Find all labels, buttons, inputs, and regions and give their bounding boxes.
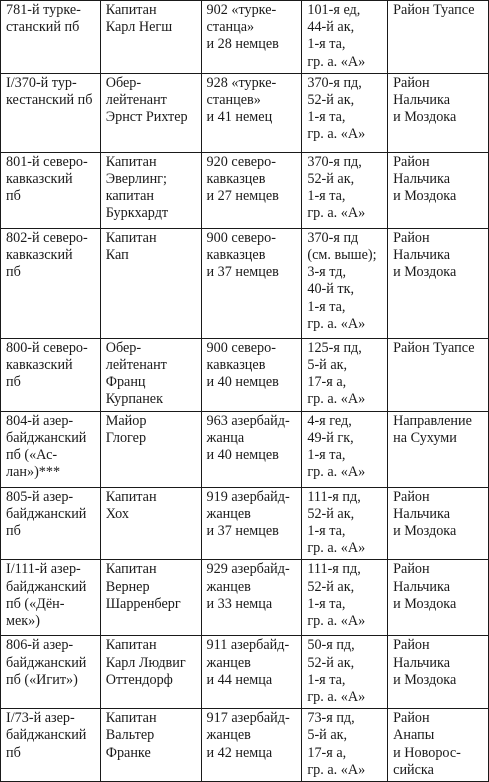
cell-line: на Сухуми <box>393 429 457 446</box>
cell-line: Район <box>393 561 430 578</box>
cell-line: 928 «турке- <box>206 74 277 91</box>
cell-line: 17-я а, <box>307 374 347 391</box>
cell-line: 900 северо- <box>206 229 276 246</box>
table-row <box>1 487 489 560</box>
cell-line: пб («Дён- <box>6 595 65 612</box>
cell-unit <box>1 73 101 152</box>
cell-commander <box>100 1 201 74</box>
cell-line: и 27 немцев <box>206 188 279 205</box>
cell-line: и Моздока <box>393 188 457 205</box>
cell-line: и 28 немцев <box>206 36 279 53</box>
cell-line: и 37 немцев <box>206 264 279 281</box>
cell-line: 1-я та, <box>307 447 346 464</box>
cell-line: и 40 немцев <box>206 447 279 464</box>
cell-subordination <box>302 73 388 152</box>
cell-line: и Моздока <box>393 671 457 688</box>
cell-line: кавказцев <box>206 357 266 374</box>
cell-line: Шарренберг <box>105 595 181 612</box>
cell-line: 370-я пд, <box>307 153 362 170</box>
cell-unit <box>1 709 101 782</box>
cell-unit <box>1 1 101 74</box>
cell-location <box>388 636 489 709</box>
cell-line: гр. а. «А» <box>307 126 366 143</box>
cell-line: 17-я а, <box>307 744 347 761</box>
cell-line: 804-й азер- <box>6 412 74 429</box>
cell-line: Глогер <box>105 429 147 446</box>
cell-line: Капитан <box>105 2 157 18</box>
cell-line: 911 азербайд- <box>206 637 290 654</box>
table-body <box>1 1 489 782</box>
cell-location <box>388 1 489 74</box>
cell-subordination <box>302 636 388 709</box>
cell-line: и Новорос- <box>393 744 461 761</box>
cell-line: Район Туапсе <box>393 339 475 356</box>
cell-line: 40-й тк, <box>307 281 355 298</box>
table-row <box>1 636 489 709</box>
cell-unit <box>1 338 101 411</box>
cell-line: 52-й ак, <box>307 654 355 671</box>
cell-line: байджанский <box>6 727 87 744</box>
cell-line: капитан <box>105 188 154 205</box>
cell-line: Район <box>393 488 430 505</box>
cell-line: лейтенант <box>105 92 167 109</box>
cell-line: Район <box>393 153 430 170</box>
cell-line: Курпанек <box>105 391 163 408</box>
cell-line: Хох <box>105 505 129 522</box>
cell-line: кавказский <box>6 247 73 264</box>
cell-line: и Моздока <box>393 595 457 612</box>
cell-line: Район <box>393 637 430 654</box>
cell-line: Анапы <box>393 727 435 744</box>
cell-line: Франке <box>105 744 151 761</box>
cell-subordination <box>302 338 388 411</box>
cell-line: гр. а. «А» <box>307 761 366 778</box>
cell-line: Район <box>393 74 430 91</box>
cell-line: 52-й ак, <box>307 578 355 595</box>
cell-line: и 33 немца <box>206 595 273 612</box>
cell-line: 111-я пд, <box>307 488 361 505</box>
cell-line: 1-я та, <box>307 109 346 126</box>
cell-line: Нальчика <box>393 505 450 522</box>
cell-commander <box>100 73 201 152</box>
cell-line: Карл Людвиг <box>105 654 186 671</box>
cell-line: 802-й северо- <box>6 229 88 246</box>
cell-line: Нальчика <box>393 247 450 264</box>
cell-commander <box>100 338 201 411</box>
cell-line: 919 азербайд- <box>206 488 290 505</box>
cell-line: станский пб <box>6 19 80 36</box>
cell-line: 1-я та, <box>307 188 346 205</box>
cell-line: Нальчика <box>393 92 450 109</box>
cell-line: и Моздока <box>393 264 457 281</box>
cell-line: (см. выше); <box>307 247 377 264</box>
cell-strength <box>201 411 302 487</box>
cell-line: 73-я пд, <box>307 710 355 727</box>
cell-line: 52-й ак, <box>307 171 355 188</box>
cell-strength <box>201 560 302 636</box>
cell-line: Обер- <box>105 74 142 91</box>
cell-line: жанцев <box>206 505 251 522</box>
cell-unit <box>1 560 101 636</box>
cell-strength <box>201 338 302 411</box>
cell-line: кавказский <box>6 357 73 374</box>
cell-location <box>388 487 489 560</box>
cell-commander <box>100 560 201 636</box>
cell-line: байджанский <box>6 654 87 671</box>
cell-line: 52-й ак, <box>307 505 355 522</box>
cell-line: Нальчика <box>393 654 450 671</box>
cell-line: гр. а. «А» <box>307 205 366 222</box>
cell-line: 781-й турке- <box>6 2 81 18</box>
cell-line: 370-я пд <box>307 229 359 246</box>
cell-commander <box>100 152 201 228</box>
cell-line: и 44 немца <box>206 671 273 688</box>
cell-line: 900 северо- <box>206 339 276 356</box>
cell-line: 5-й ак, <box>307 357 348 374</box>
cell-line: кавказцев <box>206 247 266 264</box>
cell-line: гр. а. «А» <box>307 315 366 332</box>
cell-line: I/111-й азер- <box>6 561 81 578</box>
cell-line: 370-я пд, <box>307 74 362 91</box>
cell-line: 800-й северо- <box>6 339 88 356</box>
cell-line: Капитан <box>105 229 157 246</box>
cell-line: I/73-й азер- <box>6 710 75 727</box>
cell-line: кестанский пб <box>6 92 93 109</box>
cell-unit <box>1 411 101 487</box>
cell-line: Франц <box>105 374 146 391</box>
cell-strength <box>201 228 302 338</box>
cell-line: пб («Игит») <box>6 671 78 688</box>
cell-subordination <box>302 560 388 636</box>
cell-line: кавказский <box>6 171 73 188</box>
cell-location <box>388 411 489 487</box>
cell-subordination <box>302 152 388 228</box>
cell-subordination <box>302 411 388 487</box>
cell-line: 5-й ак, <box>307 727 348 744</box>
cell-location <box>388 73 489 152</box>
cell-line: жанца <box>206 429 245 446</box>
cell-line: и Моздока <box>393 109 457 126</box>
cell-line: жанцев <box>206 727 251 744</box>
cell-commander <box>100 411 201 487</box>
table-row <box>1 228 489 338</box>
cell-line: 1-я та, <box>307 36 346 53</box>
cell-location <box>388 338 489 411</box>
cell-line: 49-й гк, <box>307 429 354 446</box>
cell-line: Майор <box>105 412 147 429</box>
cell-line: 3-я тд, <box>307 264 347 281</box>
cell-line: 929 азербайд- <box>206 561 290 578</box>
cell-line: 1-я та, <box>307 595 346 612</box>
cell-line: байджанский <box>6 505 87 522</box>
cell-line: 50-я пд, <box>307 637 355 654</box>
cell-line: гр. а. «А» <box>307 540 366 557</box>
cell-strength <box>201 73 302 152</box>
cell-line: Капитан <box>105 637 157 654</box>
cell-location <box>388 228 489 338</box>
table-row <box>1 152 489 228</box>
cell-line: байджанский <box>6 429 87 446</box>
cell-line: Район <box>393 229 430 246</box>
cell-line: 111-я пд, <box>307 561 361 578</box>
cell-line: станцев» <box>206 92 261 109</box>
cell-line: лан»)*** <box>6 464 61 481</box>
cell-strength <box>201 487 302 560</box>
cell-commander <box>100 636 201 709</box>
cell-line: Вальтер <box>105 727 155 744</box>
cell-line: 963 азербайд- <box>206 412 290 429</box>
cell-line: 101-я ед, <box>307 2 361 18</box>
cell-line: байджанский <box>6 578 87 595</box>
cell-strength <box>201 1 302 74</box>
table-row <box>1 338 489 411</box>
cell-line: 52-й ак, <box>307 92 355 109</box>
cell-line: гр. а. «А» <box>307 391 366 408</box>
table-row <box>1 560 489 636</box>
cell-strength <box>201 636 302 709</box>
cell-line: 44-й ак, <box>307 19 355 36</box>
cell-line: гр. а. «А» <box>307 464 366 481</box>
cell-line: Кап <box>105 247 129 264</box>
cell-line: 801-й северо- <box>6 153 88 170</box>
cell-line: гр. а. «А» <box>307 613 366 630</box>
table-row <box>1 73 489 152</box>
cell-line: пб («Ас- <box>6 447 58 464</box>
cell-commander <box>100 487 201 560</box>
table-row <box>1 411 489 487</box>
cell-line: гр. а. «А» <box>307 689 366 706</box>
cell-line: и 37 немцев <box>206 523 279 540</box>
cell-commander <box>100 709 201 782</box>
cell-line: Капитан <box>105 488 157 505</box>
cell-line: Направление <box>393 412 472 429</box>
cell-commander <box>100 228 201 338</box>
cell-unit <box>1 152 101 228</box>
cell-line: Капитан <box>105 710 157 727</box>
cell-line: Нальчика <box>393 171 450 188</box>
cell-line: и 40 немцев <box>206 374 279 391</box>
cell-line: Буркхардт <box>105 205 169 222</box>
cell-unit <box>1 487 101 560</box>
cell-line: 1-я та, <box>307 523 346 540</box>
cell-line: Нальчика <box>393 578 450 595</box>
table-row <box>1 709 489 782</box>
cell-line: лейтенант <box>105 357 167 374</box>
cell-line: пб <box>6 264 21 281</box>
cell-line: и 42 немца <box>206 744 273 761</box>
cell-location <box>388 560 489 636</box>
cell-line: Район <box>393 710 430 727</box>
cell-line: 902 «турке- <box>206 2 277 18</box>
cell-line: кавказцев <box>206 171 266 188</box>
cell-strength <box>201 152 302 228</box>
cell-line: Карл Негш <box>105 19 173 36</box>
cell-line: 1-я та, <box>307 671 346 688</box>
cell-line: станца» <box>206 19 255 36</box>
cell-line: жанцев <box>206 578 251 595</box>
cell-line: пб <box>6 523 21 540</box>
cell-line: пб <box>6 188 21 205</box>
cell-line: 1-я та, <box>307 298 346 315</box>
cell-subordination <box>302 487 388 560</box>
cell-line: Обер- <box>105 339 142 356</box>
cell-strength <box>201 709 302 782</box>
cell-line: 806-й азер- <box>6 637 74 654</box>
cell-line: 4-я гед, <box>307 412 352 429</box>
cell-line: Район Туапсе <box>393 2 475 18</box>
cell-line: Эверлинг; <box>105 171 167 188</box>
cell-line: и Моздока <box>393 523 457 540</box>
cell-line: Оттендорф <box>105 671 173 688</box>
cell-location <box>388 709 489 782</box>
cell-line: мек») <box>6 613 40 630</box>
cell-line: жанцев <box>206 654 251 671</box>
cell-line: Капитан <box>105 153 157 170</box>
cell-subordination <box>302 1 388 74</box>
cell-line: 125-я пд, <box>307 339 362 356</box>
cell-line: пб <box>6 744 21 761</box>
cell-line: I/370-й тур- <box>6 74 77 91</box>
cell-line: Эрнст Рихтер <box>105 109 188 126</box>
cell-line: Вернер <box>105 578 150 595</box>
cell-line: 805-й азер- <box>6 488 74 505</box>
cell-location <box>388 152 489 228</box>
cell-subordination <box>302 709 388 782</box>
cell-unit <box>1 636 101 709</box>
cell-line: Капитан <box>105 561 157 578</box>
cell-unit <box>1 228 101 338</box>
cell-line: сийска <box>393 761 434 778</box>
table-row <box>1 1 489 74</box>
cell-line: гр. а. «А» <box>307 53 366 70</box>
cell-line: пб <box>6 374 21 391</box>
cell-line: 917 азербайд- <box>206 710 290 727</box>
cell-line: и 41 немец <box>206 109 273 126</box>
cell-subordination <box>302 228 388 338</box>
cell-line: 920 северо- <box>206 153 276 170</box>
